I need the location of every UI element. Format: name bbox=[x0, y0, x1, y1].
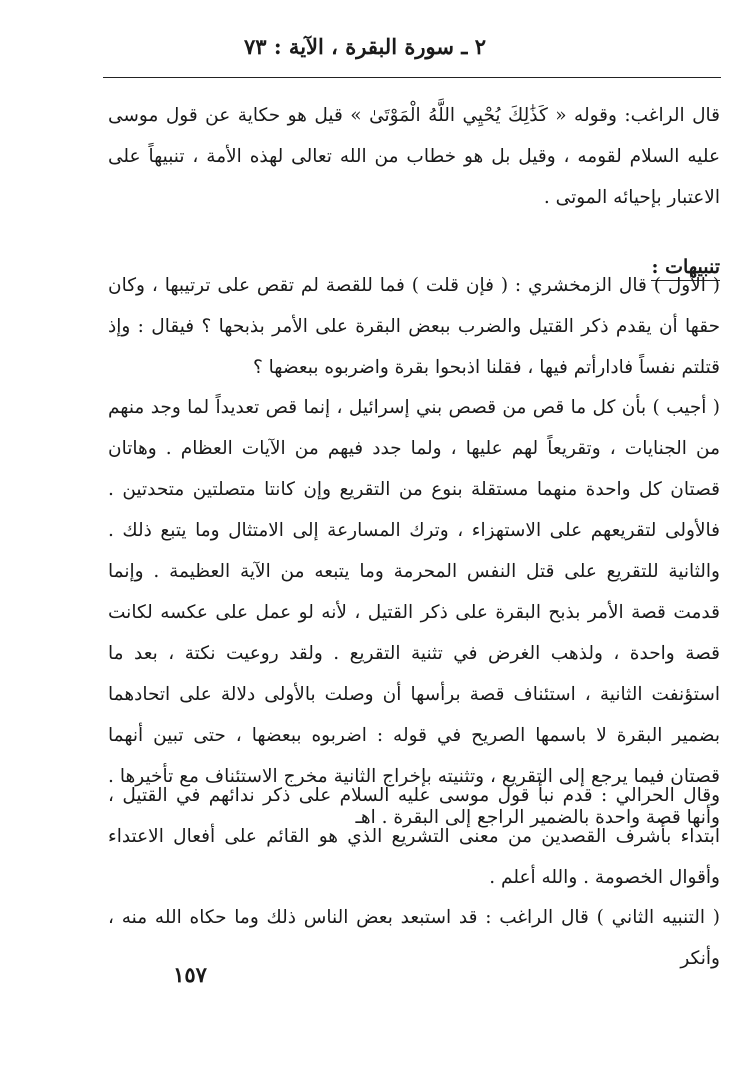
running-header: ٢ ـ سورة البقرة ، الآية : ٧٣ bbox=[244, 34, 486, 59]
paragraph-answer: ( أجيب ) بأن كل ما قص من قصص بني إسرائيل ، إنما قص تعديداً لما وجد منهم من الجنايات ، وتقريعاً لهم عليها ، ولما جدد فيهم من الآيات العظام . وهاتان قصتان كل واحدة منهما مستقلة بنوع من التقريع وإن كانتا متصلتين متحدتين . فالأولى لتقريعهم على الاستهزاء ، وترك المسارعة إلى الامتثال وما يتبع ذلك . والثانية للتقريع على قتل النفس المحرمة وما يتبعه من الآية العظيمة . وإنما قدمت قصة الأمر بذبح البقرة على ذكر القتيل ، لأنه لو عمل على عكسه لكانت قصة واحدة ، ولذهب الغرض في تثنية التقريع . ولقد روعيت نكتة ، بعد ما استؤنفت الثانية ، استئناف قصة برأسها أن وصلت بالأولى دلالة على اتحادهما بضمير البقرة لا باسمها الصريح في قوله : اضربوه ببعضها ، حتى تبين أنهما قصتان فيما يرجع إلى التقريع ، وتثنيته بإخراج الثانية مخرج الاستئناف مع تأخيرها . وأنها قصة واحدة بالضمير الراجع إلى البقرة . اهـ bbox=[108, 397, 720, 828]
paragraph-first-note: ( الأول ) قال الزمخشري : ( فإن قلت ) فما للقصة لم تقص على ترتيبها ، وكان حقها أن يقدم ذكر القتيل والضرب ببعض البقرة على الأمر بذبحها ؟ فيقال : وإذ قتلتم نفساً فادارأتم فيها ، فقلنا اذبحوا بقرة واضربوه ببعضها ؟ bbox=[108, 275, 720, 378]
paragraph-harali: وقال الحرالي : قدم نبأ قول موسى عليه السلام على ذكر ندائهم في القتيل ، ابتداء بأشرف القصدين من معنى التشريع الذي هو القائم على أفعال الاعتداء وأقوال الخصومة . والله أعلم . bbox=[108, 785, 720, 888]
header-rule bbox=[103, 77, 721, 78]
page-number: ١٥٧ bbox=[173, 962, 207, 987]
paragraph-raghib: قال الراغب: وقوله « كَذَٰلِكَ يُحْيِي اللَّهُ الْمَوْتَىٰ » قيل هو حكاية عن قول موسى عليه السلام لقومه ، وقيل بل هو خطاب من الله تعالى لهذه الأمة ، تنبيهاً على الاعتبار بإحيائه الموتى . bbox=[108, 105, 720, 208]
paragraph-second-note: ( التنبيه الثاني ) قال الراغب : قد استبعد بعض الناس ذلك وما حكاه الله منه ، وأنكر bbox=[108, 907, 720, 969]
subheading-text: تنبيهات : bbox=[651, 256, 720, 281]
